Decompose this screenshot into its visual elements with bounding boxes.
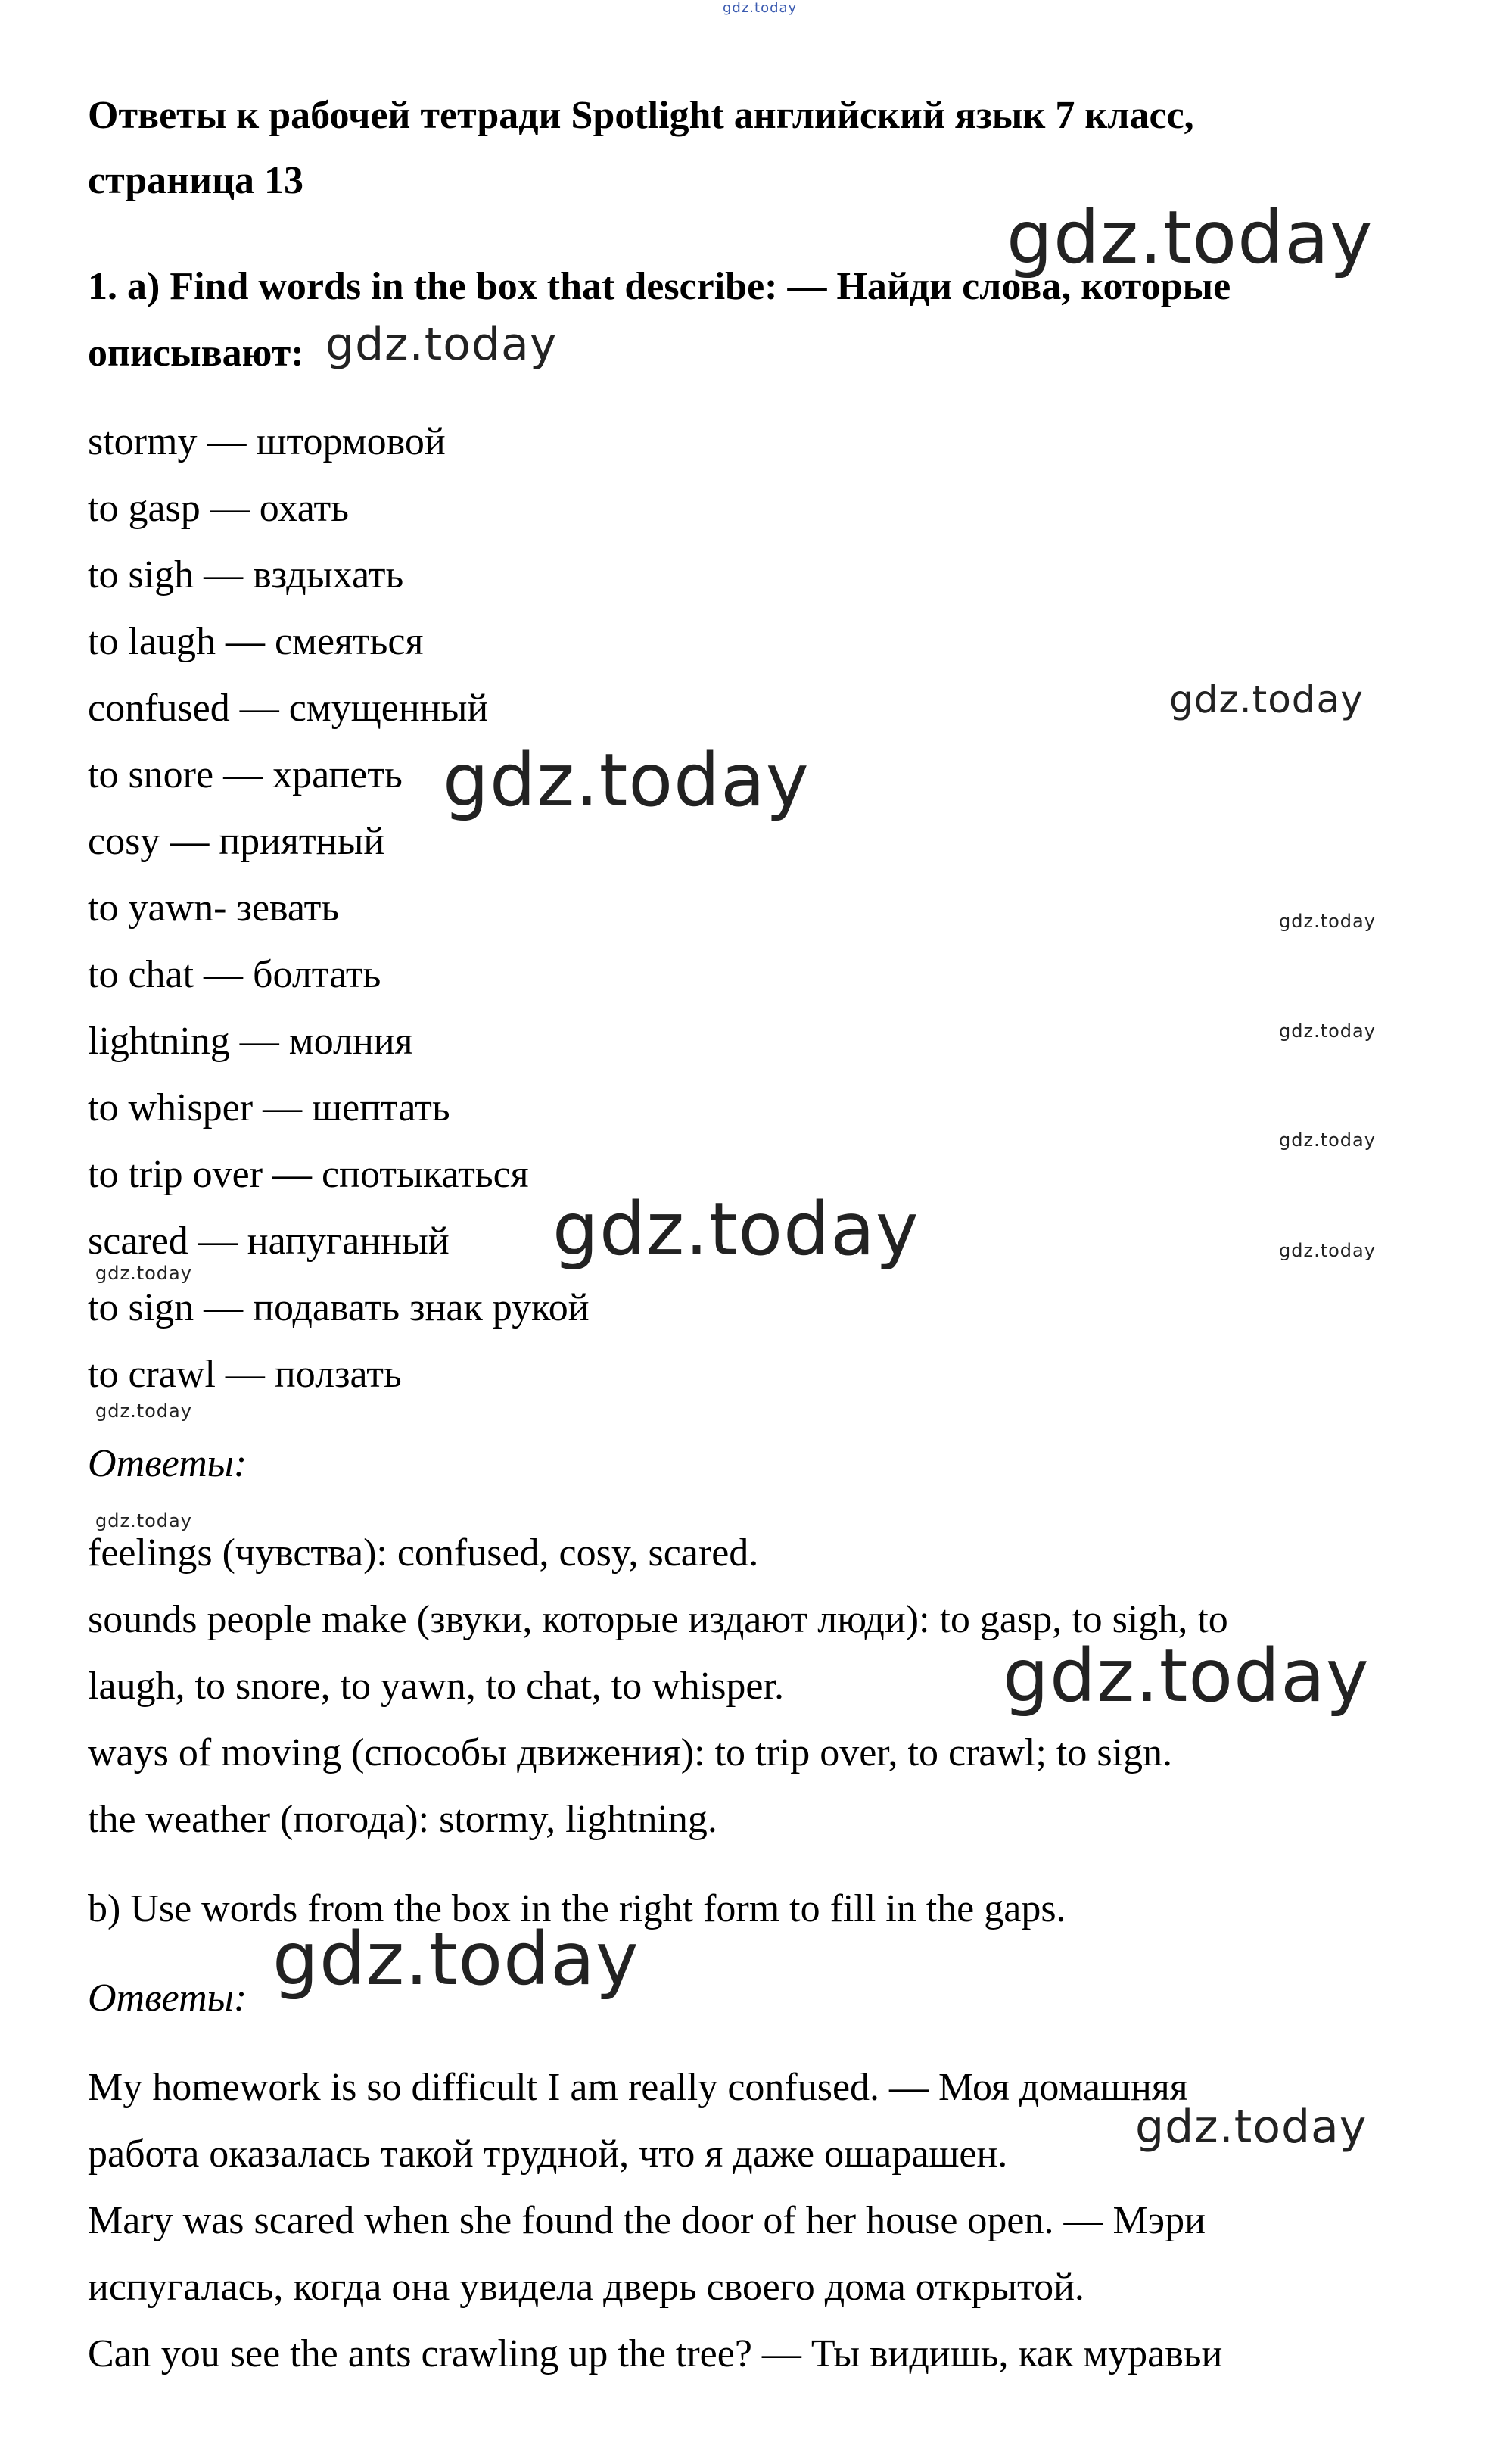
answer-sentence-line: My homework is so difficult I am really confused. — Моя домашняя xyxy=(88,2066,1188,2109)
vocab-item: confused — смущенный xyxy=(88,687,489,730)
watermark: gdz.today xyxy=(95,1510,192,1531)
watermark: gdz.today xyxy=(1135,2101,1367,2154)
watermark: gdz.today xyxy=(1279,911,1376,932)
page-title-line-2: страница 13 xyxy=(88,159,304,202)
answers-label: Ответы: xyxy=(88,1442,247,1485)
task-1a-heading-line-2: описывают: xyxy=(88,332,304,375)
vocab-item: scared — напуганный xyxy=(88,1220,450,1263)
vocab-item: cosy — приятный xyxy=(88,820,385,863)
answer-sentence-line: испугалась, когда она увидела дверь своего дома открытой. xyxy=(88,2266,1084,2309)
answer-weather: the weather (погода): stormy, lightning. xyxy=(88,1798,717,1841)
watermark: gdz.today xyxy=(95,1400,192,1422)
watermark: gdz.today xyxy=(95,1263,192,1284)
watermark: gdz.today xyxy=(1169,678,1364,721)
watermark: gdz.today xyxy=(1279,1240,1376,1261)
task-1a-heading-line-1: 1. a) Find words in the box that describe: — Найди слова, которые xyxy=(88,265,1231,308)
answer-sentence-line: Can you see the ants crawling up the tree? — Ты видишь, как муравьи xyxy=(88,2332,1223,2375)
page-title-line-1: Ответы к рабочей тетради Spotlight английский язык 7 класс, xyxy=(88,94,1194,137)
vocab-item: to trip over — спотыкаться xyxy=(88,1153,529,1196)
answer-moving: ways of moving (способы движения): to trip over, to crawl; to sign. xyxy=(88,1731,1173,1774)
answer-sounds-line-2: laugh, to snore, to yawn, to chat, to whisper. xyxy=(88,1665,784,1708)
vocab-item: to chat — болтать xyxy=(88,953,381,996)
watermark: gdz.today xyxy=(1279,1020,1376,1042)
vocab-item: to sigh — вздыхать xyxy=(88,553,404,597)
vocab-item: to crawl — ползать xyxy=(88,1353,402,1396)
vocab-item: to whisper — шептать xyxy=(88,1086,450,1129)
watermark: gdz.today xyxy=(1279,1129,1376,1151)
vocab-item: stormy — штормовой xyxy=(88,420,446,463)
watermark: gdz.today xyxy=(272,1917,639,2001)
answer-feelings: feelings (чувства): confused, cosy, scared. xyxy=(88,1531,759,1575)
watermark: gdz.today xyxy=(443,738,810,823)
answer-sentence-line: работа оказалась такой трудной, что я даже ошарашен. xyxy=(88,2132,1008,2176)
vocab-item: lightning — молния xyxy=(88,1020,413,1063)
answers-label: Ответы: xyxy=(88,1976,247,2020)
task-1b-heading: b) Use words from the box in the right form to fill in the gaps. xyxy=(88,1887,1066,1930)
watermark: gdz.today xyxy=(723,0,798,16)
answer-sounds-line-1: sounds people make (звуки, которые издают люди): to gasp, to sigh, to xyxy=(88,1598,1228,1641)
vocab-item: to snore — храпеть xyxy=(88,753,403,796)
vocab-item: to gasp — охать xyxy=(88,487,349,530)
vocab-item: to laugh — смеяться xyxy=(88,620,424,663)
vocab-item: to yawn- зевать xyxy=(88,886,340,930)
answer-sentence-line: Mary was scared when she found the door of her house open. — Мэри xyxy=(88,2199,1206,2242)
watermark: gdz.today xyxy=(1003,1634,1370,1718)
watermark: gdz.today xyxy=(1007,195,1374,280)
watermark: gdz.today xyxy=(325,318,558,371)
watermark: gdz.today xyxy=(552,1187,919,1272)
vocab-item: to sign — подавать знак рукой xyxy=(88,1286,590,1329)
